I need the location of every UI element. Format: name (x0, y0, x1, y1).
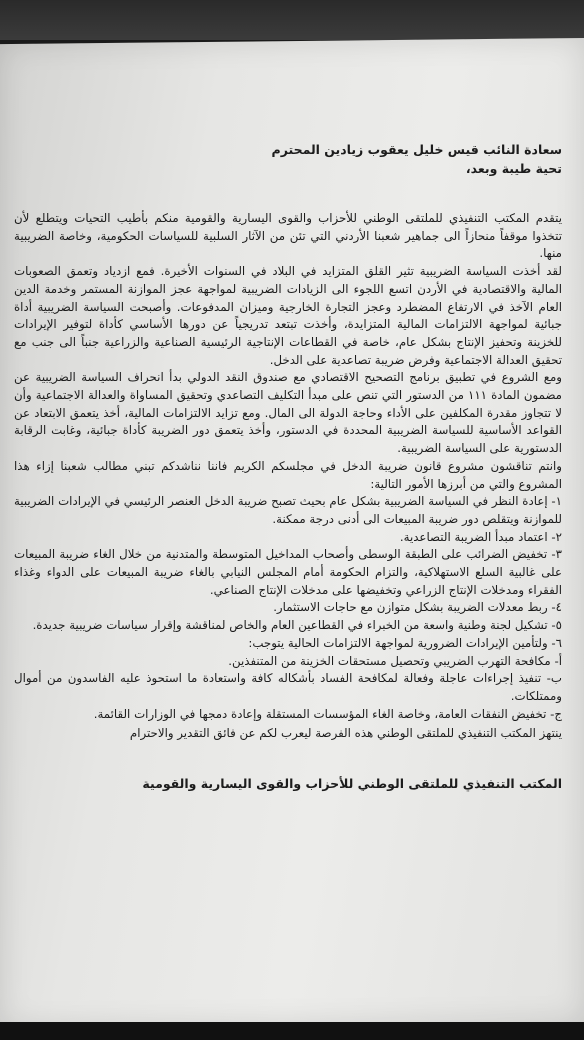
background-top (0, 0, 584, 40)
paragraph-tax-policy: لقد أخذت السياسة الضريبية تثير القلق المتزايد في البلاد في السنوات الأخيرة. فمع ازدياد وتعمق الصعوبات المالية والاقتصادية في الأردن اتسع اللجوء الى الزيادات الضريبية لمواجهة عجز الموازنة المستمر وخدمة الدين العام الآخذ في الارتفاع المضطرد وعجز التجارة الخارجية وميزان المدفوعات. وأصبحت السياسة الضريبية أداة جبائية لمواجهة الالتزامات المالية المتزايدة، وأخذت تبتعد تدريجياً عن دورها الأساسي كأداة لتوفير الإيرادات للخزينة وتحفيز الإنتاج بشكل عام، خاصة في القطاعات الإنتاجية الرئيسية الصناعية والزراعية جنباً الى جنب مع تحقيق العدالة الاجتماعية وفرض ضريبة تصاعدية على الدخل. (14, 264, 562, 367)
demand-item: ١- إعادة النظر في السياسة الضريبية بشكل عام بحيث تصبح ضريبة الدخل العنصر الرئيسي في الإيرادات الضريبية للموازنة ويتقلص دور ضريبة المبيعات الى أدنى درجة ممكنة. (13, 494, 562, 526)
demand-item: ٣- تخفيض الضرائب على الطبقة الوسطى وأصحاب المداخيل المتوسطة والمتدنية من خلال الغاء ضريبة المبيعات على غالبية السلع الاستهلاكية، والتزام الحكومة أمام المجلس النيابي بالغاء ضريبة المبيعات على الدواء وغذاء الفقراء ومدخلات الإنتاج الزراعي وتخفيضها على مدخلات الإنتاج الصناعي. (14, 547, 562, 597)
demand-subitem: ب- تنفيذ إجراءات عاجلة وفعالة لمكافحة الفساد بأشكاله كافة واستعادة ما استحوذ عليه الفاسدون من أموال وممتلكات. (14, 671, 562, 703)
letter-body (14, 140, 562, 793)
closing-line: ينتهز المكتب التنفيذي للملتقى الوطني هذه الفرصة ليعرب لكم عن فائق التقدير والاحترام (129, 726, 562, 741)
addressee: سعادة النائب قيس خليل يعقوب زيادين المحترم (271, 142, 562, 157)
spacer (14, 178, 562, 210)
greeting: تحية طيبة وبعد، (465, 161, 562, 176)
demand-item: ٥- تشكيل لجنة وطنية واسعة من الخبراء في القطاعين العام والخاص لمناقشة وإقرار سياسات ضريبية جديدة. (32, 618, 562, 633)
signature: المكتب التنفيذي للملتقى الوطني للأحزاب والقوى اليسارية والقومية (142, 776, 562, 792)
demand-item: ٢- اعتماد مبدأ الضريبة التصاعدية. (399, 529, 562, 544)
paragraph-imf-program: ومع الشروع في تطبيق برنامج التصحيح الاقتصادي مع صندوق النقد الدولي بدأ انحراف السياسة الضريبية عن مضمون المادة ١١١ من الدستور التي تنص على مبدأ التكليف التصاعدي وتحقيق المساواة والعدالة الاجتماعية وأن لا تتجاوز مقدرة المكلفين على الأداء وحاجة الدولة الى المال. ومع تزايد الالتزامات المالية، أخذ يتعمق الابتعاد عن القواعد الأساسية للسياسة الضريبية المحددة في الدستور، وأخذ يتعمق دور الضريبة كأداة جبائية، وغابت الرقابة الدستورية على السياسة الضريبية. (14, 370, 562, 456)
demand-subitem: أ- مكافحة التهرب الضريبي وتحصيل مستحقات الخزينة من المتنفذين. (228, 653, 562, 668)
paragraph-demands-intro: وانتم تناقشون مشروع قانون ضريبة الدخل في مجلسكم الكريم فاننا نناشدكم تبني مطالب شعبنا إزاء هذا المشروع والتي من أبرزها الأمور التالية: (14, 458, 562, 491)
demand-item: ٦- ولتأمين الإيرادات الضرورية لمواجهة الالتزامات الحالية يتوجب: (248, 635, 562, 650)
paragraph-intro: يتقدم المكتب التنفيذي للملتقى الوطني للأحزاب والقوى اليسارية والقومية منكم بأطيب التحيات ويتطلع لأن تتخذوا موقفاً منحازاً الى جماهير شعبنا الأردني التي تئن من الآثار السلبية للسياسات الحكومية، وخاصة الضريبية منها. (14, 211, 562, 261)
demand-subitem: ج- تخفيض النفقات العامة، وخاصة الغاء المؤسسات المستقلة وإعادة دمجها في الوزارات القائمة. (93, 706, 562, 721)
demand-item: ٤- ربط معدلات الضريبة بشكل متوازن مع حاجات الاستثمار. (273, 600, 562, 615)
background-bottom (0, 1022, 584, 1040)
